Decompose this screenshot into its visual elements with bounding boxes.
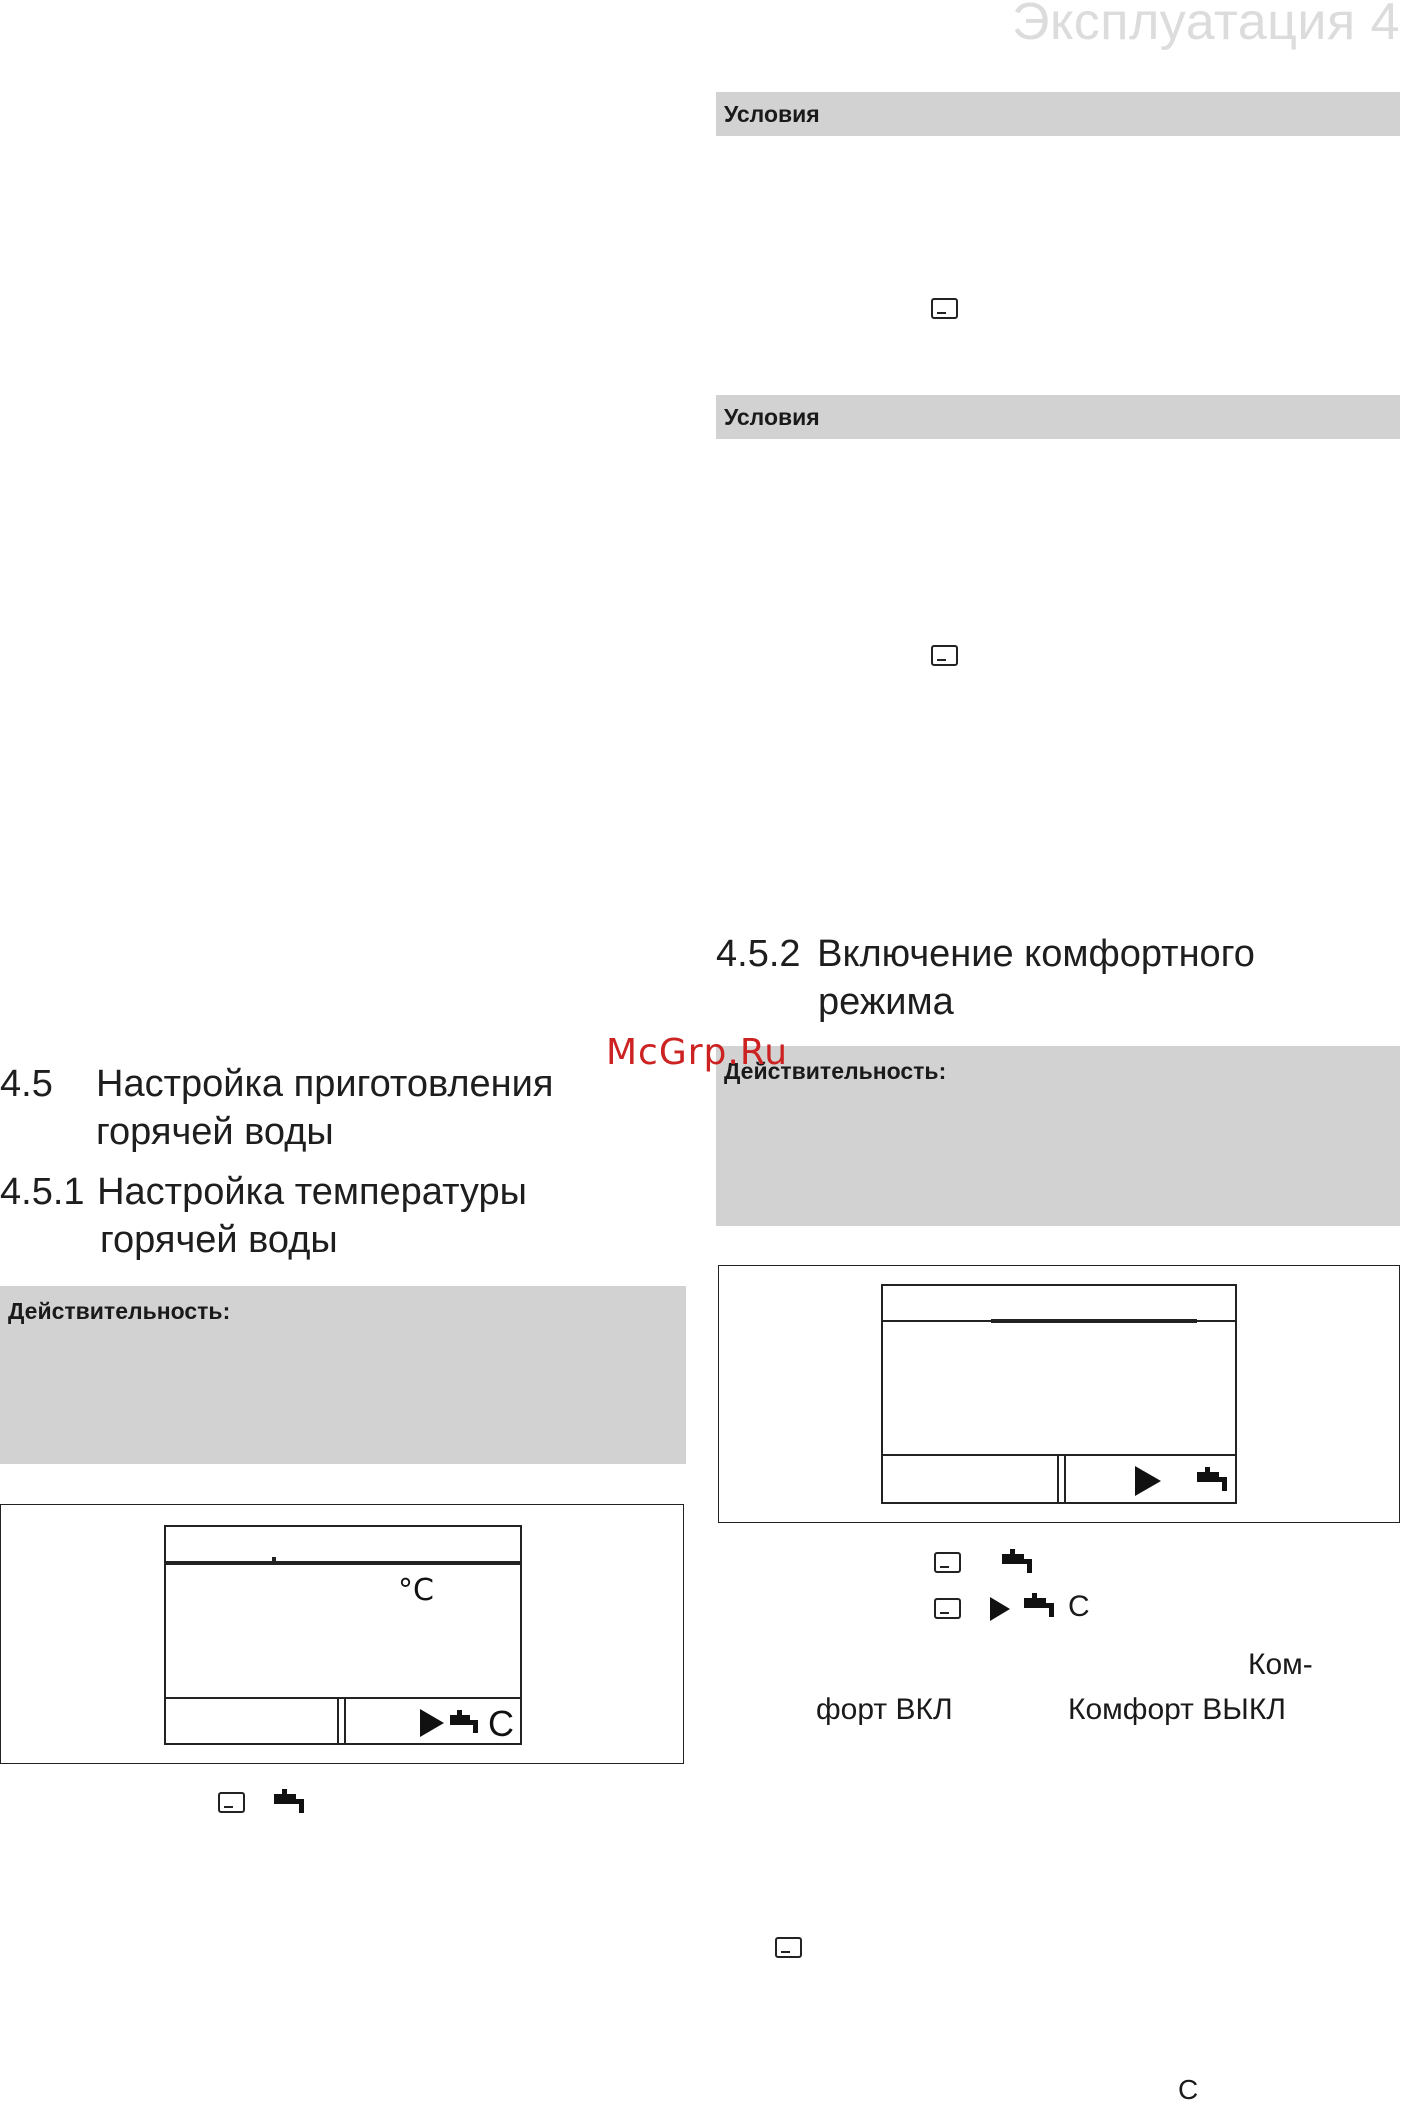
comfort-on-prefix: Ком- — [1248, 1648, 1313, 1681]
section-4-5-1-heading — [0, 1168, 527, 1216]
arrow-right-icon — [988, 1594, 1014, 1624]
divider — [1064, 1454, 1066, 1504]
section-number: 4.5.2 — [716, 933, 801, 975]
tap-icon — [998, 1548, 1038, 1578]
watermark: McGrp.Ru — [606, 1032, 789, 1073]
key-icon — [934, 1552, 961, 1573]
section-number: 4.5 — [0, 1063, 53, 1105]
comfort-off-label: Комфорт ВЫКЛ — [1068, 1693, 1286, 1726]
divider — [344, 1697, 346, 1745]
comfort-on-label: форт ВКЛ — [816, 1693, 953, 1726]
section-number: 4.5.1 — [0, 1171, 85, 1213]
divider — [337, 1697, 339, 1745]
divider — [166, 1697, 520, 1699]
validity-box — [0, 1286, 686, 1464]
chapter-title: Эксплуатация 4 — [1012, 0, 1400, 51]
section-title-line1: Настройка температуры — [97, 1171, 527, 1213]
section-title-line2: горячей воды — [100, 1219, 338, 1261]
display-figure — [0, 1504, 684, 1764]
key-icon — [931, 298, 958, 319]
key-icon — [218, 1792, 245, 1813]
status-symbol: C — [488, 1703, 514, 1744]
display-screen — [164, 1525, 522, 1745]
divider — [166, 1561, 520, 1565]
conditions-bar-2 — [716, 395, 1400, 439]
validity-label: Действительность: — [724, 1058, 947, 1084]
selection-bar — [991, 1319, 1197, 1323]
display-figure — [718, 1265, 1400, 1523]
section-4-5-heading — [0, 1060, 553, 1108]
key-icon — [775, 1937, 802, 1958]
conditions-label: Условия — [724, 404, 820, 430]
tap-icon — [448, 1709, 482, 1739]
divider — [272, 1557, 276, 1565]
comfort-symbol: C — [1178, 2074, 1199, 2105]
conditions-label: Условия — [724, 101, 820, 127]
divider — [883, 1454, 1235, 1456]
comfort-symbol: C — [1068, 1590, 1090, 1623]
conditions-bar-1 — [716, 92, 1400, 136]
divider — [1057, 1454, 1059, 1504]
display-screen — [881, 1284, 1237, 1504]
tap-icon — [1020, 1592, 1060, 1622]
validity-label: Действительность: — [8, 1298, 231, 1324]
temperature-unit: °C — [398, 1573, 434, 1608]
section-title-line2: режима — [818, 981, 954, 1023]
validity-box — [716, 1046, 1400, 1226]
key-icon — [931, 645, 958, 666]
section-title-line1: Включение комфортного — [817, 933, 1255, 975]
arrow-right-icon — [418, 1707, 448, 1739]
key-icon — [934, 1598, 961, 1619]
tap-icon — [1195, 1466, 1231, 1498]
section-title-line2: горячей воды — [96, 1111, 334, 1153]
section-4-5-2-heading — [716, 930, 1255, 978]
tap-icon — [270, 1788, 310, 1818]
section-title-line1: Настройка приготовления — [96, 1063, 554, 1105]
